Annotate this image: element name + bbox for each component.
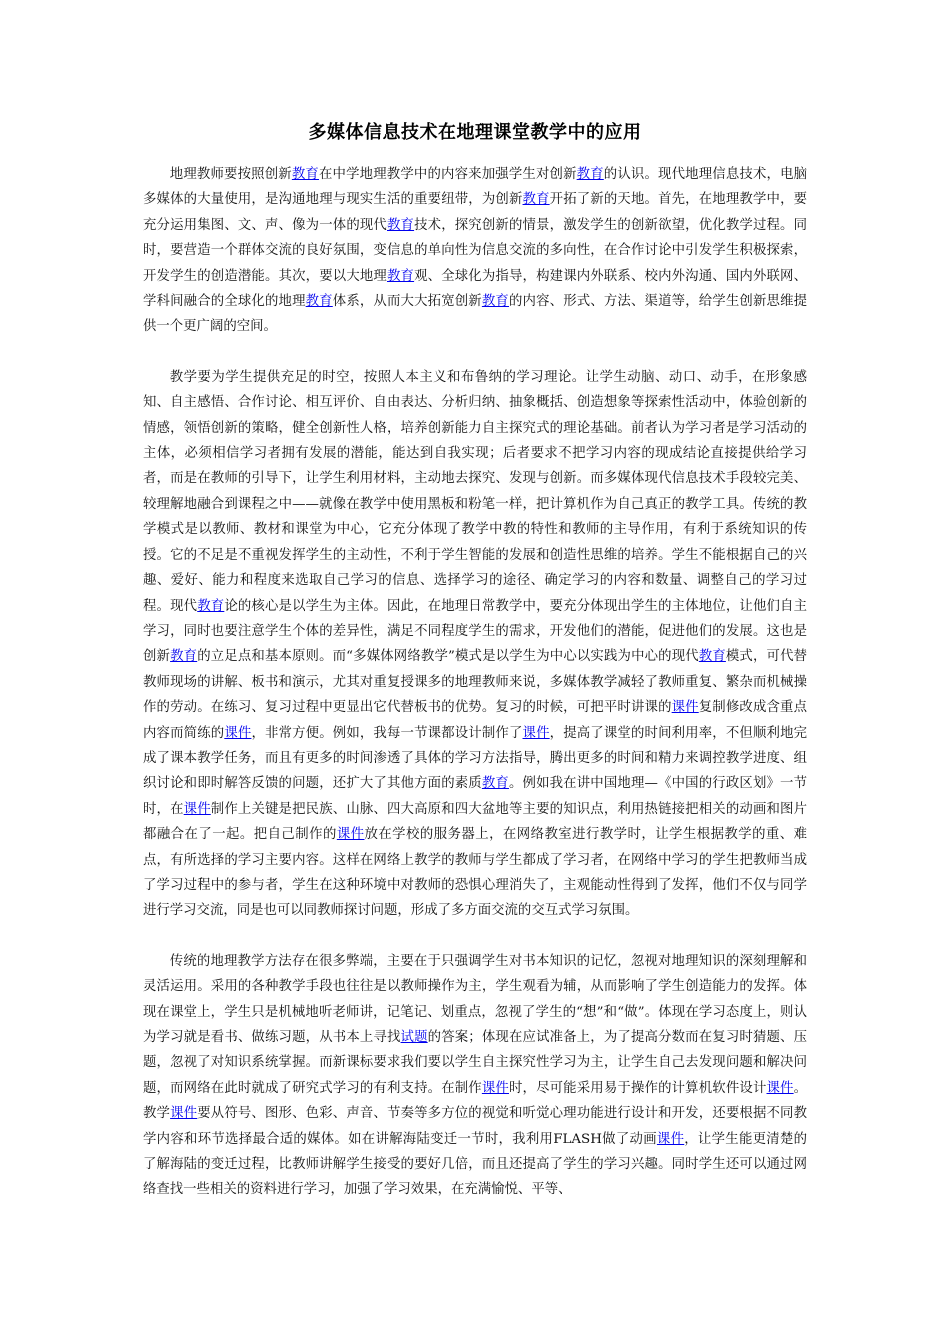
paragraph-text: 要从符号、图形、色彩、声音、节奏等多方位的视觉和听觉心理功能进行设计和开发，还要根据不同教学内容和环节选择最合适的媒体。如在讲解海陆变迁一节时，我利用FLASH做了动画	[143, 1106, 807, 1147]
body-paragraph	[143, 949, 807, 1203]
keyword-link[interactable]: 课件	[170, 1106, 198, 1122]
keyword-link[interactable]: 课件	[766, 1080, 794, 1096]
keyword-link[interactable]: 教育	[386, 268, 415, 284]
paragraph-text: 观、全球化为指导，构建课内外联系、校内外沟通、国内外联网、学科间融合的全球化的地理	[143, 268, 808, 310]
paragraph-text: 的立足点和基本原则。而“多媒体网络教学”模式是以学生为中心以实践为中心的现代	[197, 649, 699, 665]
document-page	[143, 118, 807, 1228]
keyword-link[interactable]: 教育	[481, 294, 509, 310]
paragraph-text: 制作上关键是把民族、山脉、四大高原和四大盆地等主要的知识点，利用热链接把相关的动画和图片都融合在了一起。把自己制作的	[143, 801, 808, 843]
paragraph-text: 论的核心是以学生为主体。因此，在地理日常教学中，要充分体现出学生的主体地位，让他们自主学习，同时也要注意学生个体的差异性，满足不同程度学生的需求，开发他们的潜能，促进他们的发展。这也是创新	[143, 598, 807, 665]
paragraph-text: 开拓了新的天地。首先，在地理教学中，要充分运用集图、文、声、像为一体的现代	[143, 192, 808, 233]
paragraph-text: 的内容、形式、方法、渠道等，给学生创新思维提供一个更广阔的空间。	[143, 294, 808, 335]
keyword-link[interactable]: 课件	[671, 700, 699, 716]
keyword-link[interactable]: 课件	[336, 827, 365, 843]
paragraph-text: 技术，探究创新的情景，激发学生的创新欲望，优化教学过程。同时，要营造一个群体交流的良好氛围，变信息的单向性为信息交流的多向性，在合作讨论中引发学生积极探索，开发学生的创造潜能。其次，要以大地理	[143, 217, 808, 284]
keyword-link[interactable]: 课件	[481, 1080, 509, 1096]
body-paragraph	[143, 365, 807, 924]
keyword-link[interactable]: 课件	[224, 725, 252, 741]
paragraph-text: 。例如我在讲中国地理—《中国的行政区划》一节时，在	[143, 776, 807, 817]
keyword-link[interactable]: 课件	[183, 801, 211, 817]
keyword-link[interactable]: 教育	[291, 167, 319, 182]
document-title: 多媒体信息技术在地理课堂教学中的应用	[308, 122, 642, 143]
paragraph-text: 模式，可代替教师现场的讲解、板书和演示，尤其对重复授课多的地理教师来说，多媒体教学减轻了教师重复、繁杂而机械操作的劳动。在练习、复习过程中更显出它代替板书的优势。复习的时候，可把平时讲课的	[143, 649, 808, 716]
paragraph-text: 教学要为学生提供充足的时空，按照人本主义和布鲁纳的学习理论。让学生动脑、动口、动手，在形象感知、自主感悟、合作讨论、相互评价、自由表达、分析归纳、抽象概括、创造想象等探索性活动中，体验创新的情感，领悟创新的策略，健全创新性人格，培养创新能力自主探究式的理论基础。前者认为学习者是学习活动的主体，必须相信学习者拥有发展的潜能，能达到自我实现；后者要求不把学习内容的现成结论直接提供给学习者，而是在教师的引导下，让学生利用材料，主动地去探究、发现与创新。而多媒体现代信息技术手段较完美、较理解地融合到课程之中——就像在教学中使用黑板和粉笔一样，把计算机作为自己真正的教学工具。传统的教学模式是以教师、教材和课堂为中心，它充分体现了教学中教的特性和教师的主导作用，有利于系统知识的传授。它的不足是不重视发挥学生的主动性，不利于学生智能的发展和创造性思维的培养。学生不能根据自己的兴趣、爱好、能力和程度来选取自己学习的信息、选择学习的途径、确定学习的内容和数量、调整自己的学习过程。现代	[143, 369, 807, 614]
paragraph-text: 放在学校的服务器上，在网络教室进行教学时，让学生根据教学的重、难点，有所选择的学习主要内容。这样在网络上教学的教师与学生都成了学习者，在网络中学习的学生把教师当成了学习过程中的参与者，学生在这种环境中对教师的恐惧心理消失了，主观能动性得到了发挥，他们不仅与同学进行学习交流，同是也可以同教师探讨问题，形成了多方面交流的交互式学习氛围。	[143, 827, 808, 919]
paragraph-text: 的答案；体现在应试准备上，为了提高分数而在复习时猜题、压题，忽视了对知识系统掌握。而新课标要求我们要以学生自主探究性学习为主，让学生自己去发现问题和解决问题，而网络在此时就成了研究式学习的有利支持。在制作	[143, 1030, 807, 1096]
paragraph-text: 复制修改成含重点内容而简练的	[143, 700, 808, 741]
paragraph-text: 传统的地理教学方法存在很多弊端，主要在于只强调学生对书本知识的记忆，忽视对地理知识的深刻理解和灵活运用。采用的各种教学手段也往往是以教师操作为主，学生观看为辅，从而影响了学生创造能力的发挥。体现在课堂上，学生只是机械地听老师讲，记笔记、划重点，忽视了学生的“想”和“做”。体现在学习态度上，则认为学习就是看书、做练习题，从书本上寻找	[143, 953, 807, 1045]
paragraph-text: ，让学生能更清楚的了解海陆的变迁过程，比教师讲解学生接受的要好几倍，而且还提高了学生的学习兴趣。同时学生还可以通过网络查找一些相关的资料进行学习，加强了学习效果，在充满愉悦、平等、	[143, 1131, 808, 1198]
paragraph-text: 。教学	[143, 1080, 807, 1122]
keyword-link[interactable]: 试题	[400, 1030, 428, 1045]
paragraph-text: 时，尽可能采用易于操作的计算机软件设计	[508, 1080, 767, 1096]
paragraph-text: 在中学地理教学中的内容来加强学生对创新	[318, 167, 577, 182]
paragraph-text: 体系，从而大大拓宽创新	[332, 294, 482, 310]
keyword-link[interactable]: 教育	[170, 649, 198, 665]
keyword-link[interactable]: 课件	[656, 1131, 685, 1147]
paragraph-text: 地理教师要按照创新	[169, 167, 292, 182]
keyword-link[interactable]: 教育	[386, 217, 415, 233]
keyword-link[interactable]: 教育	[522, 192, 550, 208]
keyword-link[interactable]: 课件	[522, 725, 550, 741]
paragraph-text: ，提高了课堂的时间利用率，不但顺利地完成了课本教学任务，而且有更多的时间渗透了具体的学习方法指导，腾出更多的时间和精力来调控教学进度、组织讨论和即时解答反馈的问题，还扩大了其他方面的素质	[143, 725, 808, 792]
keyword-link[interactable]: 教育	[698, 649, 726, 665]
paragraph-text: 的认识。现代地理信息技术，电脑多媒体的大量使用，是沟通地理与现实生活的重要纽带，为创新	[143, 167, 808, 208]
document-body	[143, 162, 807, 1203]
keyword-link[interactable]: 教育	[305, 294, 333, 310]
body-paragraph	[143, 162, 807, 340]
keyword-link[interactable]: 教育	[481, 776, 509, 792]
keyword-link[interactable]: 教育	[576, 167, 604, 182]
keyword-link[interactable]: 教育	[197, 598, 225, 614]
paragraph-text: ，非常方便。例如，我每一节课都设计制作了	[251, 725, 523, 741]
